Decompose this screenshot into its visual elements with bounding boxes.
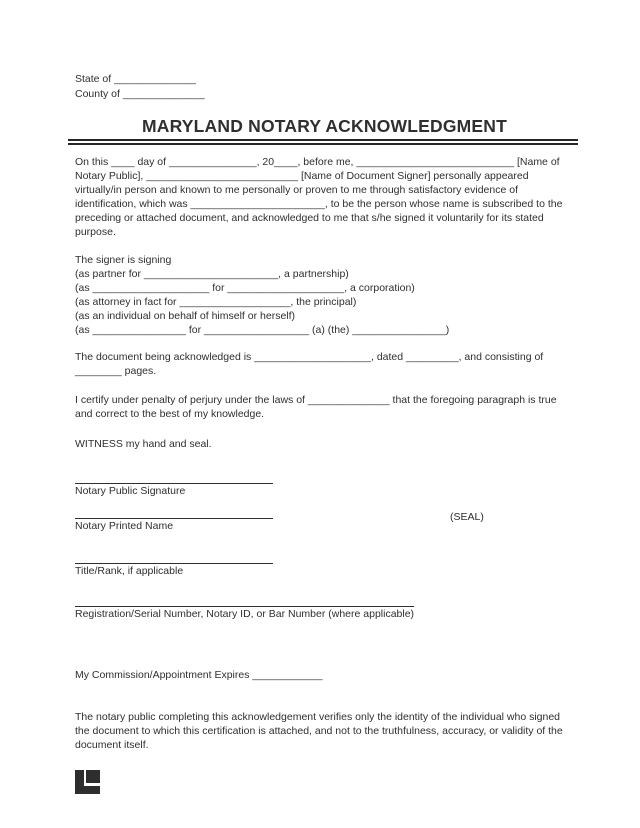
- document-description-paragraph: [75, 350, 574, 378]
- logo-bottom-bar: [75, 786, 100, 794]
- notary-printed-name-row: [75, 508, 574, 533]
- registration-number-label: Registration/Serial Number, Notary ID, or Bar Number (where applicable): [75, 608, 415, 620]
- registration-number-line: [75, 596, 414, 607]
- text-line: On this ____ day of _______________, 20____, before me, ___________________________ [Name of: [75, 156, 560, 168]
- text-line: ________ pages.: [75, 365, 157, 377]
- title-rank-row: [75, 553, 574, 578]
- text-line: The document being acknowledged is ____________________, dated _________, and consisting of: [75, 351, 544, 363]
- text-line: (as ____________________ for ____________________, a corporation): [75, 282, 415, 294]
- text-line: the document to which this certification is attached, and not to the truthfulness, accuracy, or validity of the: [75, 725, 563, 737]
- text-line: The signer is signing: [75, 254, 172, 266]
- intro-paragraph: [75, 155, 574, 239]
- title-rank-label: Title/Rank, if applicable: [75, 565, 184, 577]
- witness-statement: [75, 437, 574, 451]
- notary-signature-line: [75, 473, 273, 484]
- legal-templates-logo-icon: [75, 770, 100, 794]
- title-divider: [68, 139, 578, 145]
- text-line: I certify under penalty of perjury under the laws of ______________ that the foregoing paragraph is true: [75, 394, 557, 406]
- notary-printed-name-label: Notary Printed Name: [75, 520, 174, 532]
- state-line: State of ______________: [75, 73, 196, 85]
- jurisdiction-block: [75, 72, 574, 102]
- text-line: and correct to the best of my knowledge.: [75, 408, 265, 420]
- logo-corner-square: [86, 770, 100, 783]
- seal-placeholder: (SEAL): [450, 511, 484, 523]
- text-line: virtually/in person and known to me personally or proven to me through satisfactory evidence of: [75, 184, 518, 196]
- text-line: identification, which was _______________________, to be the person whose name is subscribed to the: [75, 198, 563, 210]
- text-line: The notary public completing this acknowledgement verifies only the identity of the individual who signed: [75, 711, 561, 723]
- text-line: WITNESS my hand and seal.: [75, 438, 212, 450]
- notary-printed-name-line: [75, 508, 273, 519]
- notary-signature-row: [75, 473, 574, 498]
- county-line: County of ______________: [75, 88, 205, 100]
- text-line: preceding or attached document, and acknowledged to me that s/he signed it voluntarily for its stated: [75, 212, 544, 224]
- text-line: (as ________________ for __________________ (a) (the) ________________): [75, 324, 450, 336]
- text-line: (as partner for _______________________, a partnership): [75, 268, 349, 280]
- certification-paragraph: [75, 393, 574, 421]
- notary-signature-label: Notary Public Signature: [75, 485, 186, 497]
- registration-number-row: [75, 596, 574, 621]
- text-line: document itself.: [75, 739, 149, 751]
- text-line: Notary Public], __________________________ [Name of Document Signer] personally appeared: [75, 170, 529, 182]
- text-line: purpose.: [75, 226, 116, 238]
- page-title: MARYLAND NOTARY ACKNOWLEDGMENT: [141, 116, 508, 136]
- signer-capacity-paragraph: [75, 253, 574, 337]
- disclaimer-paragraph: [75, 710, 574, 752]
- commission-expiration-line: My Commission/Appointment Expires ____________: [75, 669, 323, 681]
- text-line: (as an individual on behalf of himself or herself): [75, 310, 296, 322]
- text-line: (as attorney in fact for ___________________, the principal): [75, 296, 357, 308]
- title-rank-line: [75, 553, 273, 564]
